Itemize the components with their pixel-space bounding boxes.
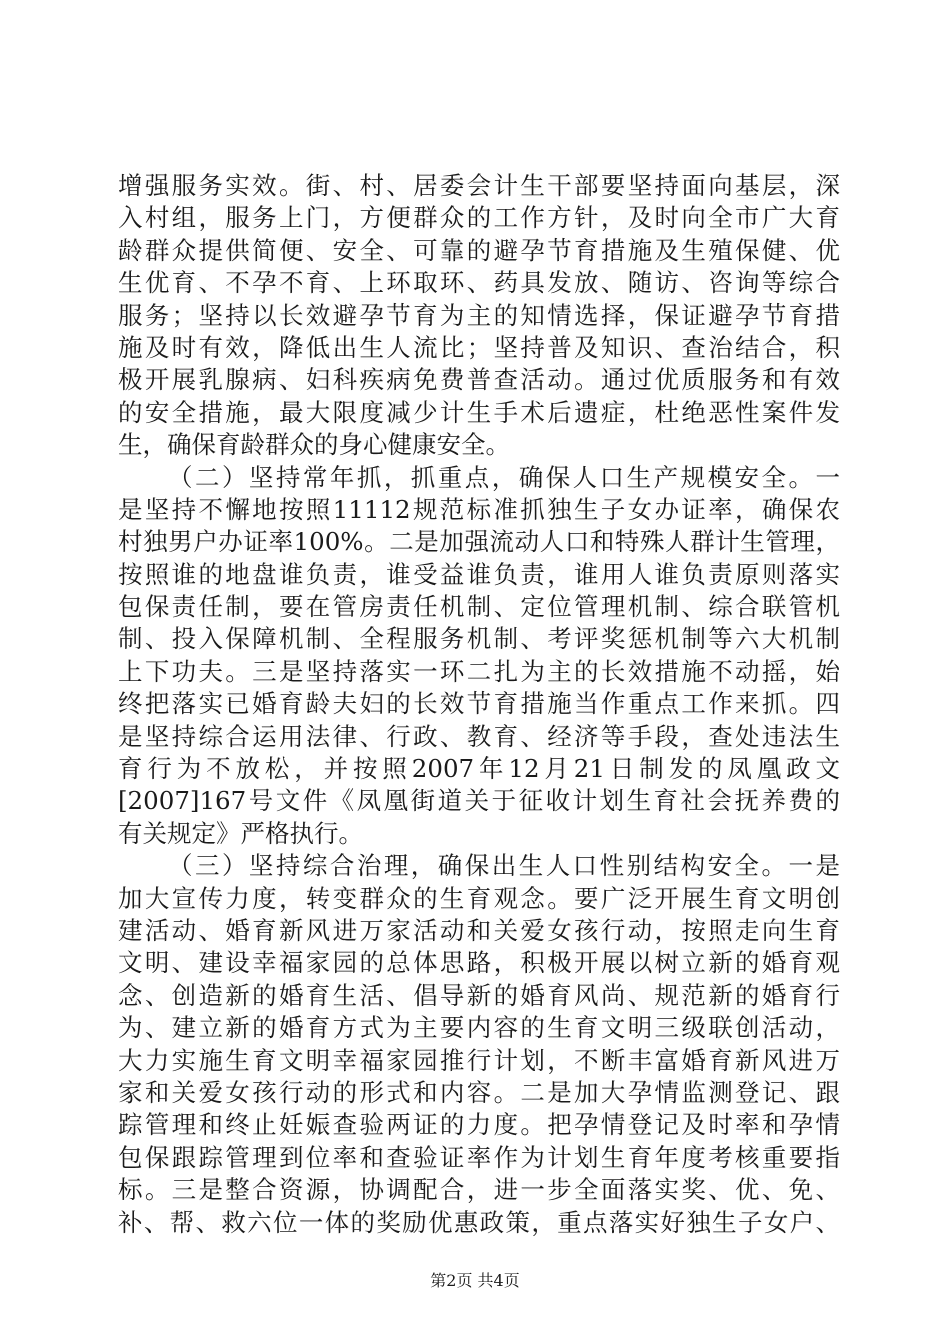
text-line: 入村组，服务上门，方便群众的工作方针，及时向全市广大育 [118, 203, 840, 233]
text-line: 是坚持不懈地按照11112规范标准抓独生子女办证率，确保农 [118, 494, 840, 524]
text-line: 制、投入保障机制、全程服务机制、考评奖惩机制等六大机制 [118, 624, 840, 654]
text-line: 大力实施生育文明幸福家园推行计划，不断丰富婚育新风进万 [118, 1045, 840, 1075]
document-body [118, 170, 840, 1239]
paragraph-first-line: （二）坚持常年抓，抓重点，确保人口生产规模安全。一 [168, 462, 840, 492]
text-line: 有关规定》严格执行。 [118, 818, 363, 848]
text-line: 是坚持综合运用法律、行政、教育、经济等手段，查处违法生 [118, 721, 840, 751]
text-line: 建活动、婚育新风进万家活动和关爱女孩行动，按照走向生育 [118, 915, 840, 945]
text-line: 标。三是整合资源，协调配合，进一步全面落实奖、优、免、 [118, 1175, 840, 1205]
text-line: 的安全措施，最大限度减少计生手术后遗症，杜绝恶性案件发 [118, 397, 840, 427]
text-line: 念、创造新的婚育生活、倡导新的婚育风尚、规范新的婚育行 [118, 980, 840, 1010]
text-line: 加大宣传力度，转变群众的生育观念。要广泛开展生育文明创 [118, 883, 840, 913]
text-line: 育行为不放松，并按照2007年12月21日制发的凤凰政文 [118, 754, 840, 784]
text-line: [2007]167号文件《凤凰街道关于征收计划生育社会抚养费的 [118, 786, 840, 816]
text-line: 家和关爱女孩行动的形式和内容。二是加大孕情监测登记、跟 [118, 1077, 840, 1107]
text-line: 终把落实已婚育龄夫妇的长效节育措施当作重点工作来抓。四 [118, 689, 840, 719]
paragraph-first-line: （三）坚持综合治理，确保出生人口性别结构安全。一是 [168, 851, 840, 881]
text-line: 踪管理和终止妊娠查验两证的力度。把孕情登记及时率和孕情 [118, 1110, 840, 1140]
text-line: 补、帮、救六位一体的奖励优惠政策，重点落实好独生子女户、 [118, 1207, 840, 1237]
text-line: 龄群众提供简便、安全、可靠的避孕节育措施及生殖保健、优 [118, 235, 840, 265]
page-footer: 第2页 共4页 [430, 1271, 520, 1290]
text-line: 增强服务实效。街、村、居委会计生干部要坚持面向基层，深 [118, 171, 840, 200]
text-line: 包保跟踪管理到位率和查验证率作为计划生育年度考核重要指 [118, 1142, 840, 1172]
text-line: 生，确保育龄群众的身心健康安全。 [118, 430, 510, 460]
text-line: 包保责任制，要在管房责任机制、定位管理机制、综合联管机 [118, 592, 840, 622]
text-line: 上下功夫。三是坚持落实一环二扎为主的长效措施不动摇，始 [118, 656, 840, 686]
text-line: 文明、建设幸福家园的总体思路，积极开展以树立新的婚育观 [118, 948, 840, 978]
text-line: 为、建立新的婚育方式为主要内容的生育文明三级联创活动， [118, 1013, 840, 1043]
text-line: 村独男户办证率100%。二是加强流动人口和特殊人群计生管理， [118, 527, 840, 557]
text-line: 服务；坚持以长效避孕节育为主的知情选择，保证避孕节育措 [118, 300, 840, 330]
text-line: 按照谁的地盘谁负责，谁受益谁负责，谁用人谁负责原则落实 [118, 559, 840, 589]
text-line: 施及时有效，降低出生人流比；坚持普及知识、查治结合，积 [118, 332, 840, 362]
text-line: 生优育、不孕不育、上环取环、药具发放、随访、咨询等综合 [118, 268, 840, 298]
text-line: 极开展乳腺病、妇科疾病免费普查活动。通过优质服务和有效 [118, 365, 840, 395]
